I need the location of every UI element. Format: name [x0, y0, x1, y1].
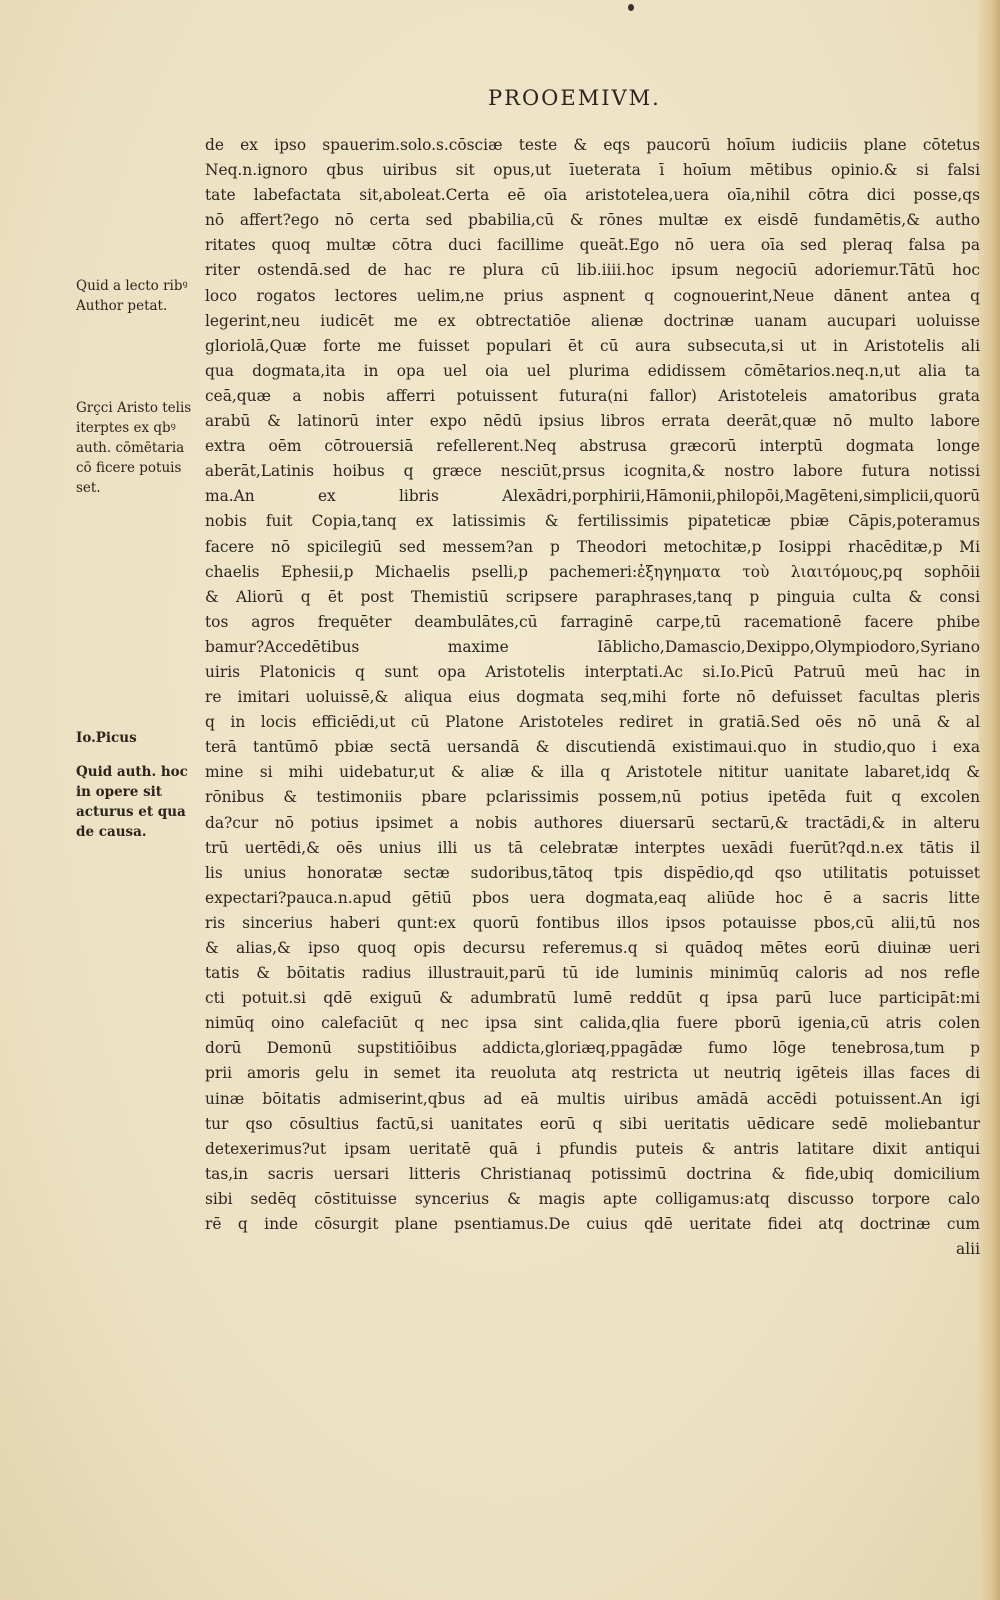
text-line: & alias,& ipso quoq opis decursu referemus.q si quādoq mētes eorū diuinæ ueri — [205, 939, 980, 957]
margin-note: Quid auth. hoc in opere sit acturus et qua de causa. — [76, 764, 188, 840]
text-line: chaelis Ephesii,p Michaelis pselli,p pachemeri:ἐξηγηματα τοὺ λιαιτόμους,pq sophōii — [205, 562, 980, 581]
main-text-block — [205, 133, 980, 1262]
text-line: uiris Platonicis q sunt opa Aristotelis interptati.Ac si.Io.Picū Patruū meū hac in — [205, 662, 980, 681]
text-line: nō affert?ego nō certa sed pbabilia,cū & rōnes multæ ex eisdē fundamētis,& autho — [205, 211, 980, 230]
text-line: legerint,neu iudicēt me ex obtrectatiōe alienæ doctrinæ uanam aucupari uoluisse — [205, 311, 980, 330]
text-line: ritates quoq multæ cōtra duci facillime queāt.Ego nō uera oīa sed pleraq falsa pa — [205, 236, 980, 255]
text-line: sibi sedēq cōstituisse syncerius & magis apte colligamus:atq discusso torpore calo — [205, 1189, 980, 1208]
text-line: detexerimus?ut ipsam ueritatē quā i pfundis puteis & antris latitare dixit antiqui — [205, 1139, 980, 1158]
text-line: lis unius honoratæ sectæ sudoribus,tātoq tpis dispēdio,qd qso utilitatis potuisset — [205, 863, 980, 882]
margin-note: Io.Picus — [76, 730, 137, 746]
text-line: prii amoris gelu in semet ita reuoluta atq restricta ut neutriq igēteis illas faces di — [205, 1064, 980, 1083]
text-line: tas,in sacris uersari litteris Christianaq potissimū doctrina & fide,ubiq domicilium — [205, 1164, 980, 1183]
margin-note: Quid a lecto ribꝰ Author petat. — [76, 278, 188, 314]
text-line: ma.An ex libris Alexādri,porphirii,Hāmonii,philopōi,Magēteni,simplicii,quorū — [205, 487, 980, 506]
text-line: re imitari uoluissē,& aliqua eius dogmata seq,mihi forte nō defuisset facultas pleris — [205, 688, 980, 707]
text-line: tatis & bōitatis radius illustrauit,parū tū ide luminis minimūq caloris ad nos refle — [205, 964, 980, 983]
text-line: uinæ bōitatis admiserint,qbus ad eā multis uiribus amādā accēdi potuissent.An igi — [205, 1089, 980, 1108]
text-line: nimūq oino calefaciūt q nec ipsa sint calida,qlia fuere pborū igenia,cū atris colen — [205, 1014, 980, 1033]
text-line: rē q inde cōsurgit plane psentiamus.De cuius qdē ueritate fidei atq doctrinæ cum — [205, 1215, 980, 1234]
text-line: Neq.n.ignoro qbus uiribus sit opus,ut īueterata ī hoīum mētibus opinio.& si falsi — [205, 161, 980, 180]
page-edge — [978, 0, 1000, 1600]
text-line: expectari?pauca.n.apud gētiū pbos uera dogmata,eaq aliūde hoc ē a sacris litte — [205, 888, 980, 907]
text-line: terā tantūmō pbiæ sectā uersandā & discutiendā existimaui.quo in studio,quo i exa — [205, 738, 980, 757]
running-head: PROOEMIVM. — [488, 86, 661, 110]
text-line: gloriolā,Quæ forte me fuisset populari ēt cū aura subsecuta,si ut in Aristotelis ali — [205, 336, 980, 355]
text-line: tate labefactata sit,aboleat.Certa eē oīa aristotelea,uera oīa,nihil cōtra dici posse,qs — [205, 186, 980, 205]
text-line: mine si mihi uidebatur,ut & aliæ & illa q Aristotele nititur uanitate labaret,idq & — [205, 763, 980, 782]
text-line: arabū & latinorū inter expo nēdū ipsius libros errata deerāt,quæ nō multo labore — [205, 412, 980, 431]
text-line: de ex ipso spauerim.solo.s.cōsciæ teste & eqs paucorū hoīum iudiciis plane cōtetus — [205, 136, 980, 154]
text-line: facere nō spicilegiū sed messem?an p Theodori metochitæ,p Iosippi rhacēditæ,p Mi — [205, 537, 980, 556]
catchword: alii — [956, 1240, 980, 1259]
text-line: qua dogmata,ita in opa uel oia uel plurima edidissem cōmētarios.neq.n,ut alia ta — [205, 361, 980, 380]
text-line: & Aliorū q ēt post Themistiū scripsere paraphrases,tanq p pinguia culta & consi — [205, 587, 980, 606]
text-line: bamur?Accedētibus maxime Iāblicho,Damascio,Dexippo,Olympiodoro,Syriano — [205, 637, 980, 656]
ink-speck — [628, 4, 634, 11]
text-line: aberāt,Latinis hoibus q græce nesciūt,prsus icognita,& nostro labore futura notissi — [205, 462, 980, 481]
text-line: riter ostendā.sed de hac re plura cū lib.iiii.hoc ipsum negociū adoriemur.Tātū hoc — [205, 261, 980, 280]
margin-note: Grçci Aristo telis iterptes ex qbꝰ auth. cōmētaria cō ficere potuis set. — [76, 400, 192, 496]
text-line: extra oēm cōtrouersiā refellerent.Neq abstrusa græcorū interptū dogmata longe — [205, 437, 980, 456]
text-line: tur qso cōsultius factū,si uanitates eorū q sibi ueritatis uēdicare sedē moliebantur — [205, 1114, 980, 1133]
text-line: loco rogatos lectores uelim,ne prius aspnent q cognouerint,Neue dānent antea q — [205, 286, 980, 305]
text-line: trū uertēdi,& oēs unius illi us tā celebratæ interptes uexādi fuerūt?qd.n.ex tātis il — [205, 838, 980, 857]
text-line: ceā,quæ a nobis afferri potuissent futura(ni fallor) Aristoteleis amatoribus grata — [205, 386, 980, 405]
text-line: da?cur nō potius ipsimet a nobis authores diuersarū sectarū,& tractādi,& in alteru — [205, 813, 980, 832]
text-line: dorū Demonū supstitiōibus addicta,gloriæq,ppagādæ fumo lōge tenebrosa,tum p — [205, 1039, 980, 1058]
text-line: cti potuit.si qdē exiguū & adumbratū lumē reddūt q ipsa parū luce participāt:mi — [205, 989, 980, 1008]
text-line: rōnibus & testimoniis pbare pclarissimis possem,nū potius ipetēda fuit q excolen — [205, 788, 980, 807]
text-line: tos agros frequēter deambulātes,cū farraginē carpe,tū racemationē facere phibe — [205, 612, 980, 631]
text-line: q in locis efficiēdi,ut cū Platone Aristoteles rediret in gratiā.Sed oēs nō unā & al — [205, 713, 980, 732]
text-line: nobis fuit Copia,tanq ex latissimis & fertilissimis pipateticæ pbiæ Cāpis,poteramus — [205, 512, 980, 531]
text-line: ris sincerius haberi qunt:ex quorū fontibus illos ipsos potauisse pbos,cū alii,tū nos — [205, 913, 980, 932]
